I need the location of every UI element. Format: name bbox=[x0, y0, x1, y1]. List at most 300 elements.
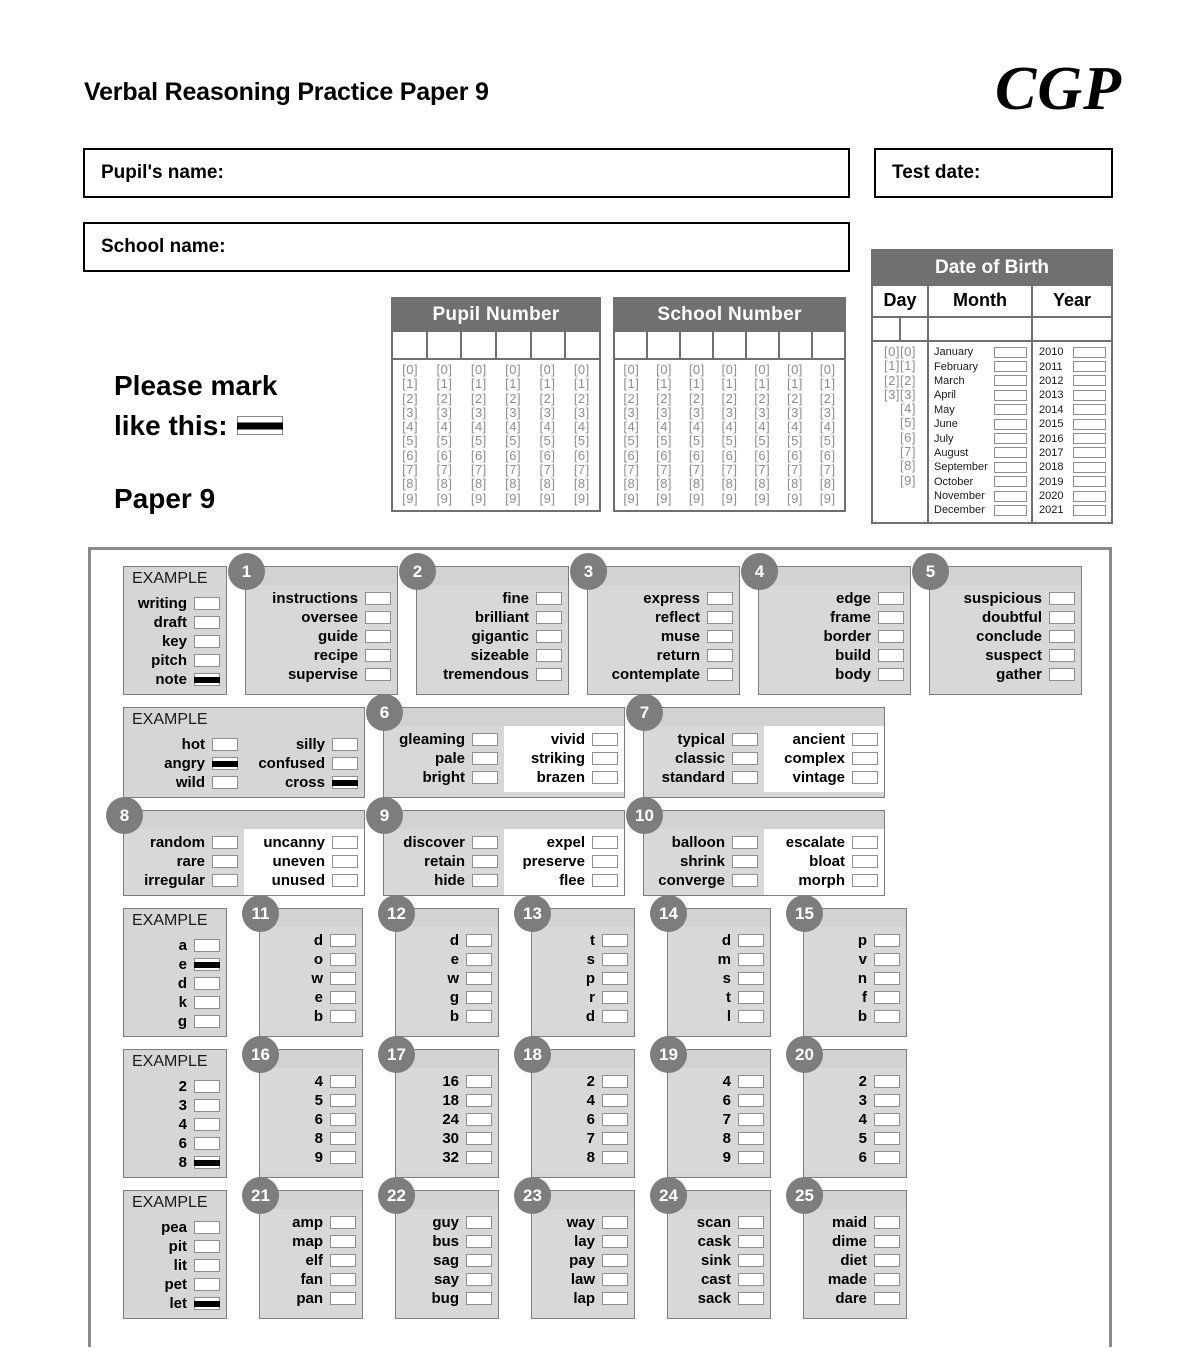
school-number-digit-option[interactable]: [3] bbox=[786, 404, 803, 420]
option-row[interactable] bbox=[384, 749, 504, 768]
pupil-number-digit-columns[interactable] bbox=[393, 360, 599, 510]
option-row[interactable] bbox=[260, 1270, 362, 1289]
pupil-number-digit-option[interactable]: [3] bbox=[573, 404, 590, 420]
answer-bubble[interactable] bbox=[330, 972, 356, 985]
pupil-number-digit-option[interactable]: [3] bbox=[470, 404, 487, 420]
pupil-number-digit-option[interactable]: [4] bbox=[573, 419, 590, 435]
option-row[interactable] bbox=[759, 665, 910, 684]
answer-bubble[interactable] bbox=[536, 611, 562, 624]
answer-bubble[interactable] bbox=[874, 972, 900, 985]
option-row[interactable] bbox=[124, 1096, 226, 1115]
school-number-digit-option[interactable]: [9] bbox=[819, 490, 836, 506]
answer-bubble[interactable] bbox=[194, 635, 220, 648]
answer-bubble[interactable] bbox=[602, 972, 628, 985]
option-row[interactable] bbox=[930, 608, 1081, 627]
answer-bubble[interactable] bbox=[738, 972, 764, 985]
pupil-number-digit-option[interactable]: [8] bbox=[539, 476, 556, 492]
option-row[interactable] bbox=[668, 1007, 770, 1026]
dob-day-tens-write-cell[interactable] bbox=[873, 318, 901, 340]
answer-bubble[interactable] bbox=[466, 1151, 492, 1164]
pupil-number-digit-option[interactable]: [4] bbox=[539, 419, 556, 435]
option-row[interactable] bbox=[260, 950, 362, 969]
option-row[interactable] bbox=[504, 749, 624, 768]
option-row[interactable] bbox=[804, 1110, 906, 1129]
school-number-digit-option[interactable]: [2] bbox=[656, 390, 673, 406]
pupil-number-digit-option[interactable]: [0] bbox=[539, 362, 556, 377]
option-row[interactable] bbox=[668, 1289, 770, 1308]
option-row[interactable] bbox=[804, 1091, 906, 1110]
answer-bubble-marked[interactable] bbox=[332, 776, 358, 789]
answer-bubble[interactable] bbox=[194, 1278, 220, 1291]
school-number-digit-option[interactable]: [3] bbox=[656, 404, 673, 420]
dob-year-bubble[interactable] bbox=[1073, 419, 1106, 430]
answer-bubble[interactable] bbox=[466, 1094, 492, 1107]
option-row[interactable] bbox=[644, 768, 764, 787]
answer-bubble[interactable] bbox=[212, 776, 238, 789]
option-row[interactable] bbox=[532, 988, 634, 1007]
pupil-number-digit-option[interactable]: [5] bbox=[573, 433, 590, 449]
school-number-digit-option[interactable]: [0] bbox=[721, 362, 738, 377]
answer-bubble[interactable] bbox=[738, 1292, 764, 1305]
pupil-number-digit-option[interactable]: [2] bbox=[573, 390, 590, 406]
dob-day-units-option[interactable]: [8] bbox=[900, 458, 916, 474]
option-row[interactable] bbox=[124, 1294, 226, 1313]
answer-bubble[interactable] bbox=[707, 611, 733, 624]
answer-bubble[interactable] bbox=[602, 1010, 628, 1023]
option-row[interactable] bbox=[668, 969, 770, 988]
pupil-number-digit-option[interactable]: [5] bbox=[436, 433, 453, 449]
option-row[interactable] bbox=[244, 833, 364, 852]
option-row[interactable] bbox=[124, 632, 226, 651]
pupil-number-digit-option[interactable]: [1] bbox=[470, 376, 487, 392]
option-row[interactable] bbox=[396, 1110, 498, 1129]
school-number-digit-option[interactable]: [8] bbox=[786, 476, 803, 492]
school-number-digit-option[interactable]: [6] bbox=[721, 447, 738, 463]
answer-bubble[interactable] bbox=[878, 592, 904, 605]
answer-bubble[interactable] bbox=[194, 597, 220, 610]
option-row[interactable] bbox=[588, 589, 739, 608]
pupil-number-digit-option[interactable]: [5] bbox=[505, 433, 522, 449]
answer-bubble[interactable] bbox=[330, 1235, 356, 1248]
answer-bubble[interactable] bbox=[1049, 668, 1075, 681]
answer-bubble[interactable] bbox=[332, 836, 358, 849]
school-number-digit-option[interactable]: [5] bbox=[721, 433, 738, 449]
answer-bubble[interactable] bbox=[194, 1118, 220, 1131]
option-row[interactable] bbox=[124, 754, 244, 773]
option-row[interactable] bbox=[668, 1251, 770, 1270]
school-number-digit-option[interactable]: [0] bbox=[786, 362, 803, 377]
answer-bubble[interactable] bbox=[874, 1292, 900, 1305]
option-row[interactable] bbox=[668, 1110, 770, 1129]
answer-bubble[interactable] bbox=[1049, 630, 1075, 643]
dob-year-bubble[interactable] bbox=[1073, 505, 1106, 516]
dob-month-bubble[interactable] bbox=[994, 347, 1027, 358]
option-row[interactable] bbox=[396, 950, 498, 969]
answer-bubble[interactable] bbox=[602, 991, 628, 1004]
school-number-digit-option[interactable]: [7] bbox=[721, 462, 738, 478]
option-row[interactable] bbox=[124, 670, 226, 689]
pupil-number-digit-option[interactable]: [9] bbox=[402, 490, 419, 506]
dob-year-column[interactable] bbox=[1033, 342, 1111, 522]
answer-bubble[interactable] bbox=[466, 991, 492, 1004]
dob-month-bubble[interactable] bbox=[994, 404, 1027, 415]
option-row[interactable] bbox=[504, 768, 624, 787]
option-row[interactable] bbox=[124, 974, 226, 993]
option-row[interactable] bbox=[244, 735, 364, 754]
answer-bubble[interactable] bbox=[466, 972, 492, 985]
option-row[interactable] bbox=[124, 871, 244, 890]
school-number-digit-option[interactable]: [6] bbox=[754, 447, 771, 463]
answer-bubble[interactable] bbox=[592, 874, 618, 887]
answer-bubble[interactable] bbox=[878, 630, 904, 643]
answer-bubble[interactable] bbox=[466, 1075, 492, 1088]
option-row[interactable] bbox=[804, 1232, 906, 1251]
option-row[interactable] bbox=[532, 1072, 634, 1091]
option-row[interactable] bbox=[759, 589, 910, 608]
pupil-number-digit-option[interactable]: [8] bbox=[573, 476, 590, 492]
pupil-number-digit-option[interactable]: [5] bbox=[402, 433, 419, 449]
answer-bubble[interactable] bbox=[466, 1292, 492, 1305]
dob-year-row[interactable] bbox=[1039, 374, 1106, 388]
pupil-name-field[interactable] bbox=[83, 148, 850, 198]
answer-bubble[interactable] bbox=[194, 1015, 220, 1028]
school-number-digit-option[interactable]: [8] bbox=[623, 476, 640, 492]
dob-month-row[interactable] bbox=[934, 403, 1027, 417]
pupil-number-digit-option[interactable]: [5] bbox=[470, 433, 487, 449]
school-number-column[interactable] bbox=[680, 363, 713, 506]
option-row[interactable] bbox=[804, 1213, 906, 1232]
school-number-column[interactable] bbox=[615, 363, 648, 506]
answer-bubble[interactable] bbox=[1049, 592, 1075, 605]
dob-month-row[interactable] bbox=[934, 359, 1027, 373]
pupil-number-digit-option[interactable]: [3] bbox=[539, 404, 556, 420]
answer-bubble[interactable] bbox=[738, 1254, 764, 1267]
option-row[interactable] bbox=[246, 627, 397, 646]
pupil-number-digit-option[interactable]: [1] bbox=[573, 376, 590, 392]
option-row[interactable] bbox=[396, 1270, 498, 1289]
pupil-number-digit-option[interactable]: [1] bbox=[539, 376, 556, 392]
pupil-number-digit-option[interactable]: [1] bbox=[436, 376, 453, 392]
option-row[interactable] bbox=[396, 1007, 498, 1026]
pupil-number-digit-option[interactable]: [8] bbox=[505, 476, 522, 492]
option-row[interactable] bbox=[644, 871, 764, 890]
pupil-number-digit-option[interactable]: [3] bbox=[436, 404, 453, 420]
answer-bubble[interactable] bbox=[602, 1113, 628, 1126]
option-row[interactable] bbox=[124, 773, 244, 792]
school-number-digit-option[interactable]: [6] bbox=[656, 447, 673, 463]
dob-day-tens-digits[interactable] bbox=[884, 345, 900, 522]
option-row[interactable] bbox=[244, 754, 364, 773]
dob-year-write-cell[interactable] bbox=[1033, 318, 1111, 340]
school-number-digit-option[interactable]: [5] bbox=[623, 433, 640, 449]
answer-bubble-marked[interactable] bbox=[212, 757, 238, 770]
school-number-digit-option[interactable]: [8] bbox=[688, 476, 705, 492]
school-number-digit-option[interactable]: [3] bbox=[688, 404, 705, 420]
pupil-number-column[interactable] bbox=[462, 363, 496, 506]
school-number-write-cell[interactable] bbox=[780, 332, 813, 360]
option-row[interactable] bbox=[260, 1129, 362, 1148]
answer-bubble[interactable] bbox=[874, 1273, 900, 1286]
pupil-number-digit-option[interactable]: [3] bbox=[402, 404, 419, 420]
school-number-digit-option[interactable]: [4] bbox=[688, 419, 705, 435]
dob-year-row[interactable] bbox=[1039, 460, 1106, 474]
option-row[interactable] bbox=[532, 1213, 634, 1232]
pupil-number-write-cell[interactable] bbox=[462, 332, 497, 360]
option-row[interactable] bbox=[504, 871, 624, 890]
pupil-number-digit-option[interactable]: [2] bbox=[539, 390, 556, 406]
option-row[interactable] bbox=[396, 1091, 498, 1110]
answer-bubble[interactable] bbox=[738, 1132, 764, 1145]
dob-day-units-digits[interactable] bbox=[900, 345, 916, 522]
answer-bubble[interactable] bbox=[592, 855, 618, 868]
answer-bubble[interactable] bbox=[732, 771, 758, 784]
pupil-number-digit-option[interactable]: [9] bbox=[505, 490, 522, 506]
dob-month-row[interactable] bbox=[934, 503, 1027, 517]
answer-bubble[interactable] bbox=[874, 1254, 900, 1267]
answer-bubble[interactable] bbox=[365, 668, 391, 681]
school-number-digit-option[interactable]: [9] bbox=[623, 490, 640, 506]
answer-bubble[interactable] bbox=[466, 1216, 492, 1229]
option-row[interactable] bbox=[124, 1077, 226, 1096]
pupil-number-digit-option[interactable]: [9] bbox=[539, 490, 556, 506]
school-number-digit-option[interactable]: [3] bbox=[721, 404, 738, 420]
school-number-digit-option[interactable]: [3] bbox=[623, 404, 640, 420]
pupil-number-column[interactable] bbox=[530, 363, 564, 506]
pupil-number-digit-option[interactable]: [6] bbox=[470, 447, 487, 463]
option-row[interactable] bbox=[246, 665, 397, 684]
option-row[interactable] bbox=[260, 1072, 362, 1091]
answer-bubble[interactable] bbox=[365, 630, 391, 643]
option-row[interactable] bbox=[417, 608, 568, 627]
school-number-write-cell[interactable] bbox=[615, 332, 648, 360]
option-row[interactable] bbox=[804, 1148, 906, 1167]
dob-year-bubble[interactable] bbox=[1073, 433, 1106, 444]
option-row[interactable] bbox=[668, 1270, 770, 1289]
option-row[interactable] bbox=[764, 833, 884, 852]
pupil-number-digit-option[interactable]: [6] bbox=[573, 447, 590, 463]
answer-bubble[interactable] bbox=[874, 991, 900, 1004]
answer-bubble[interactable] bbox=[602, 1094, 628, 1107]
dob-month-row[interactable] bbox=[934, 345, 1027, 359]
answer-bubble[interactable] bbox=[330, 1075, 356, 1088]
answer-bubble[interactable] bbox=[738, 1113, 764, 1126]
option-row[interactable] bbox=[759, 627, 910, 646]
answer-bubble[interactable] bbox=[707, 649, 733, 662]
answer-bubble[interactable] bbox=[330, 991, 356, 1004]
answer-bubble[interactable] bbox=[738, 934, 764, 947]
dob-year-bubble[interactable] bbox=[1073, 347, 1106, 358]
option-row[interactable] bbox=[124, 1153, 226, 1172]
dob-month-bubble[interactable] bbox=[994, 447, 1027, 458]
dob-month-bubble[interactable] bbox=[994, 505, 1027, 516]
answer-bubble[interactable] bbox=[852, 771, 878, 784]
option-row[interactable] bbox=[588, 627, 739, 646]
school-name-field[interactable] bbox=[83, 222, 850, 272]
school-number-digit-option[interactable]: [2] bbox=[786, 390, 803, 406]
answer-bubble[interactable] bbox=[472, 733, 498, 746]
school-number-digit-option[interactable]: [9] bbox=[656, 490, 673, 506]
school-number-digit-option[interactable]: [1] bbox=[819, 376, 836, 392]
school-number-digit-option[interactable]: [0] bbox=[623, 362, 640, 377]
option-row[interactable] bbox=[417, 589, 568, 608]
dob-day-units-option[interactable]: [5] bbox=[900, 415, 916, 431]
option-row[interactable] bbox=[260, 1251, 362, 1270]
option-row[interactable] bbox=[804, 1072, 906, 1091]
option-row[interactable] bbox=[396, 1213, 498, 1232]
answer-bubble[interactable] bbox=[466, 1254, 492, 1267]
answer-bubble[interactable] bbox=[330, 1151, 356, 1164]
pupil-number-write-cell[interactable] bbox=[497, 332, 532, 360]
pupil-number-digit-option[interactable]: [9] bbox=[470, 490, 487, 506]
school-number-digit-option[interactable]: [7] bbox=[623, 462, 640, 478]
answer-bubble[interactable] bbox=[592, 771, 618, 784]
answer-bubble[interactable] bbox=[332, 738, 358, 751]
dob-day-units-option[interactable]: [9] bbox=[900, 472, 916, 488]
pupil-number-write-cell[interactable] bbox=[532, 332, 567, 360]
school-number-grid[interactable] bbox=[613, 297, 846, 512]
option-row[interactable] bbox=[124, 613, 226, 632]
dob-month-bubble[interactable] bbox=[994, 462, 1027, 473]
dob-month-row[interactable] bbox=[934, 417, 1027, 431]
school-number-digit-option[interactable]: [7] bbox=[688, 462, 705, 478]
pupil-number-digit-option[interactable]: [2] bbox=[470, 390, 487, 406]
answer-bubble[interactable] bbox=[466, 1010, 492, 1023]
answer-bubble[interactable] bbox=[738, 1235, 764, 1248]
dob-month-bubble[interactable] bbox=[994, 433, 1027, 444]
dob-month-bubble[interactable] bbox=[994, 419, 1027, 430]
answer-bubble[interactable] bbox=[732, 874, 758, 887]
school-number-digit-option[interactable]: [0] bbox=[656, 362, 673, 377]
answer-bubble[interactable] bbox=[852, 855, 878, 868]
option-row[interactable] bbox=[124, 594, 226, 613]
date-of-birth-table[interactable] bbox=[871, 249, 1113, 524]
answer-bubble[interactable] bbox=[1049, 649, 1075, 662]
option-row[interactable] bbox=[260, 1213, 362, 1232]
dob-year-row[interactable] bbox=[1039, 446, 1106, 460]
option-row[interactable] bbox=[124, 852, 244, 871]
option-row[interactable] bbox=[124, 936, 226, 955]
answer-bubble[interactable] bbox=[330, 1273, 356, 1286]
answer-bubble[interactable] bbox=[707, 592, 733, 605]
option-row[interactable] bbox=[804, 988, 906, 1007]
school-number-digit-option[interactable]: [1] bbox=[721, 376, 738, 392]
option-row[interactable] bbox=[588, 665, 739, 684]
option-row[interactable] bbox=[260, 1148, 362, 1167]
option-row[interactable] bbox=[124, 1115, 226, 1134]
answer-bubble[interactable] bbox=[194, 996, 220, 1009]
dob-day-units-option[interactable]: [3] bbox=[900, 386, 916, 402]
answer-bubble[interactable] bbox=[592, 752, 618, 765]
school-number-digit-option[interactable]: [4] bbox=[819, 419, 836, 435]
option-row[interactable] bbox=[532, 1129, 634, 1148]
dob-day-tens-option[interactable]: [3] bbox=[884, 386, 900, 402]
option-row[interactable] bbox=[396, 1148, 498, 1167]
school-number-digit-option[interactable]: [9] bbox=[754, 490, 771, 506]
option-row[interactable] bbox=[396, 969, 498, 988]
option-row[interactable] bbox=[244, 871, 364, 890]
school-number-digit-option[interactable]: [5] bbox=[819, 433, 836, 449]
answer-bubble[interactable] bbox=[707, 630, 733, 643]
dob-day-units-option[interactable]: [1] bbox=[900, 358, 916, 374]
option-row[interactable] bbox=[124, 1256, 226, 1275]
option-row[interactable] bbox=[804, 1129, 906, 1148]
dob-year-row[interactable] bbox=[1039, 489, 1106, 503]
option-row[interactable] bbox=[668, 1129, 770, 1148]
pupil-number-digit-option[interactable]: [2] bbox=[402, 390, 419, 406]
option-row[interactable] bbox=[764, 730, 884, 749]
school-number-digit-columns[interactable] bbox=[615, 360, 844, 510]
option-row[interactable] bbox=[668, 931, 770, 950]
answer-bubble[interactable] bbox=[732, 836, 758, 849]
answer-bubble[interactable] bbox=[466, 1132, 492, 1145]
dob-year-row[interactable] bbox=[1039, 388, 1106, 402]
dob-month-row[interactable] bbox=[934, 388, 1027, 402]
school-number-digit-option[interactable]: [4] bbox=[623, 419, 640, 435]
pupil-number-digit-option[interactable]: [7] bbox=[470, 462, 487, 478]
option-row[interactable] bbox=[930, 665, 1081, 684]
dob-month-row[interactable] bbox=[934, 475, 1027, 489]
pupil-number-digit-option[interactable]: [9] bbox=[573, 490, 590, 506]
dob-day-tens-option[interactable]: [1] bbox=[884, 358, 900, 374]
option-row[interactable] bbox=[124, 1237, 226, 1256]
pupil-number-digit-option[interactable]: [8] bbox=[436, 476, 453, 492]
option-row[interactable] bbox=[804, 1251, 906, 1270]
school-number-digit-option[interactable]: [9] bbox=[721, 490, 738, 506]
option-row[interactable] bbox=[124, 833, 244, 852]
school-number-digit-option[interactable]: [1] bbox=[656, 376, 673, 392]
answer-bubble[interactable] bbox=[332, 757, 358, 770]
pupil-number-digit-option[interactable]: [0] bbox=[573, 362, 590, 377]
option-row[interactable] bbox=[260, 1091, 362, 1110]
answer-bubble[interactable] bbox=[852, 752, 878, 765]
answer-bubble[interactable] bbox=[194, 654, 220, 667]
option-row[interactable] bbox=[260, 1289, 362, 1308]
answer-bubble[interactable] bbox=[472, 874, 498, 887]
option-row[interactable] bbox=[668, 1232, 770, 1251]
answer-bubble-marked[interactable] bbox=[194, 1297, 220, 1310]
option-row[interactable] bbox=[804, 931, 906, 950]
dob-month-bubble[interactable] bbox=[994, 361, 1027, 372]
option-row[interactable] bbox=[396, 1072, 498, 1091]
answer-bubble[interactable] bbox=[738, 1075, 764, 1088]
answer-bubble[interactable] bbox=[602, 1254, 628, 1267]
school-number-digit-option[interactable]: [2] bbox=[754, 390, 771, 406]
dob-year-bubble[interactable] bbox=[1073, 375, 1106, 386]
option-row[interactable] bbox=[532, 1270, 634, 1289]
option-row[interactable] bbox=[384, 730, 504, 749]
answer-bubble[interactable] bbox=[212, 836, 238, 849]
answer-bubble[interactable] bbox=[194, 939, 220, 952]
school-number-digit-option[interactable]: [2] bbox=[819, 390, 836, 406]
answer-bubble[interactable] bbox=[852, 836, 878, 849]
option-row[interactable] bbox=[759, 608, 910, 627]
answer-bubble[interactable] bbox=[602, 1292, 628, 1305]
option-row[interactable] bbox=[532, 950, 634, 969]
answer-bubble[interactable] bbox=[878, 668, 904, 681]
answer-bubble[interactable] bbox=[874, 1151, 900, 1164]
dob-month-row[interactable] bbox=[934, 431, 1027, 445]
option-row[interactable] bbox=[124, 993, 226, 1012]
answer-bubble[interactable] bbox=[194, 1259, 220, 1272]
school-number-digit-option[interactable]: [6] bbox=[623, 447, 640, 463]
option-row[interactable] bbox=[246, 646, 397, 665]
school-number-write-cell[interactable] bbox=[747, 332, 780, 360]
dob-month-bubble[interactable] bbox=[994, 375, 1027, 386]
dob-year-row[interactable] bbox=[1039, 417, 1106, 431]
answer-bubble[interactable] bbox=[466, 934, 492, 947]
option-row[interactable] bbox=[804, 1289, 906, 1308]
dob-year-bubble[interactable] bbox=[1073, 390, 1106, 401]
